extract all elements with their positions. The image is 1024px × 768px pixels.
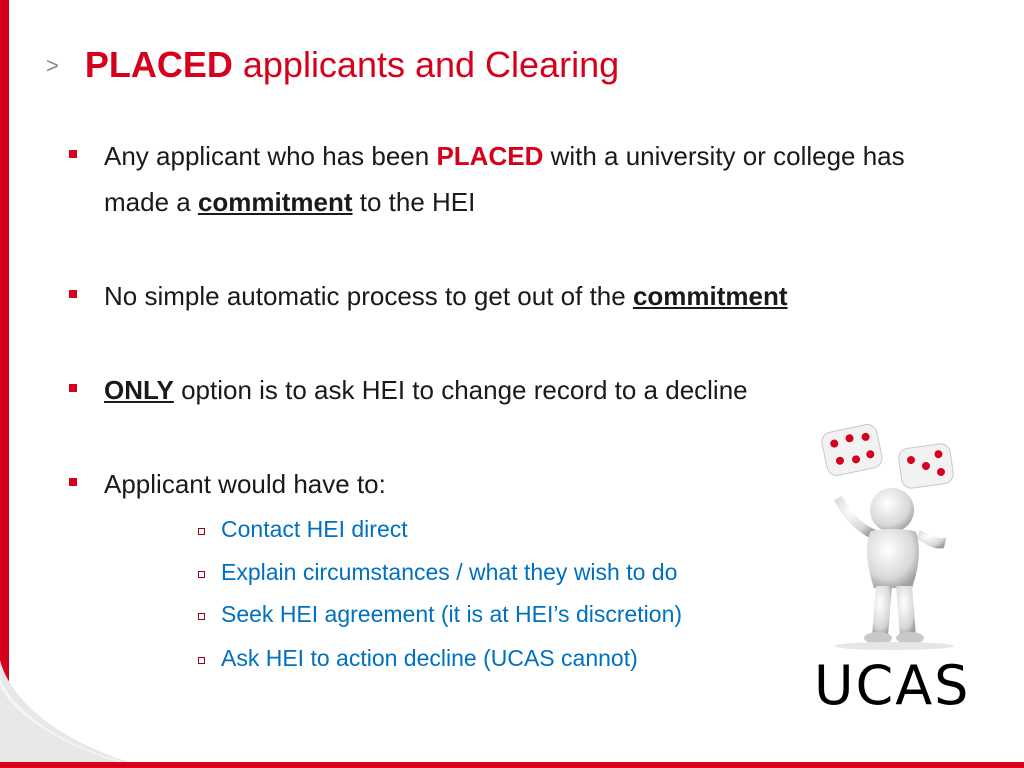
square-bullet-icon: [69, 478, 77, 486]
bullet-2: No simple automatic process to get out of the commitment: [104, 273, 964, 319]
square-bullet-icon: [69, 150, 77, 158]
slide-title: [46, 44, 619, 94]
square-bullet-icon: [69, 384, 77, 392]
sub-item-contact: Contact HEI direct: [221, 514, 408, 544]
hollow-square-bullet-icon: [198, 657, 205, 664]
sub-item-explain: Explain circumstances / what they wish to do: [221, 557, 677, 587]
dice-icon: [820, 423, 884, 478]
commitment-emphasis: commitment: [197, 187, 353, 217]
hollow-square-bullet-icon: [198, 528, 205, 535]
title-bold-word: PLACED: [84, 44, 233, 85]
hollow-square-bullet-icon: [198, 613, 205, 620]
bullet-3: ONLY option is to ask HEI to change record to a decline: [104, 367, 964, 413]
commitment-emphasis: commitment: [632, 281, 788, 311]
sub-item-ask: Ask HEI to action decline (UCAS cannot): [221, 643, 638, 673]
title-rest: applicants and Clearing: [242, 44, 620, 85]
hollow-square-bullet-icon: [198, 571, 205, 578]
square-bullet-icon: [69, 290, 77, 298]
only-emphasis: ONLY: [104, 375, 174, 405]
bullet-1: Any applicant who has been PLACED with a university or college has made a commitment to the HEI: [104, 133, 964, 225]
sub-item-seek: Seek HEI agreement (it is at HEI’s discretion): [221, 599, 682, 629]
placed-emphasis: PLACED: [436, 141, 544, 171]
juggling-figure-illustration: [812, 420, 987, 650]
ucas-logo: UCAS: [814, 654, 971, 717]
bullet-4: Applicant would have to:: [104, 461, 964, 507]
left-accent-bar: [0, 0, 9, 768]
chevron-icon: >: [46, 53, 59, 78]
dice-icon: [897, 443, 954, 490]
